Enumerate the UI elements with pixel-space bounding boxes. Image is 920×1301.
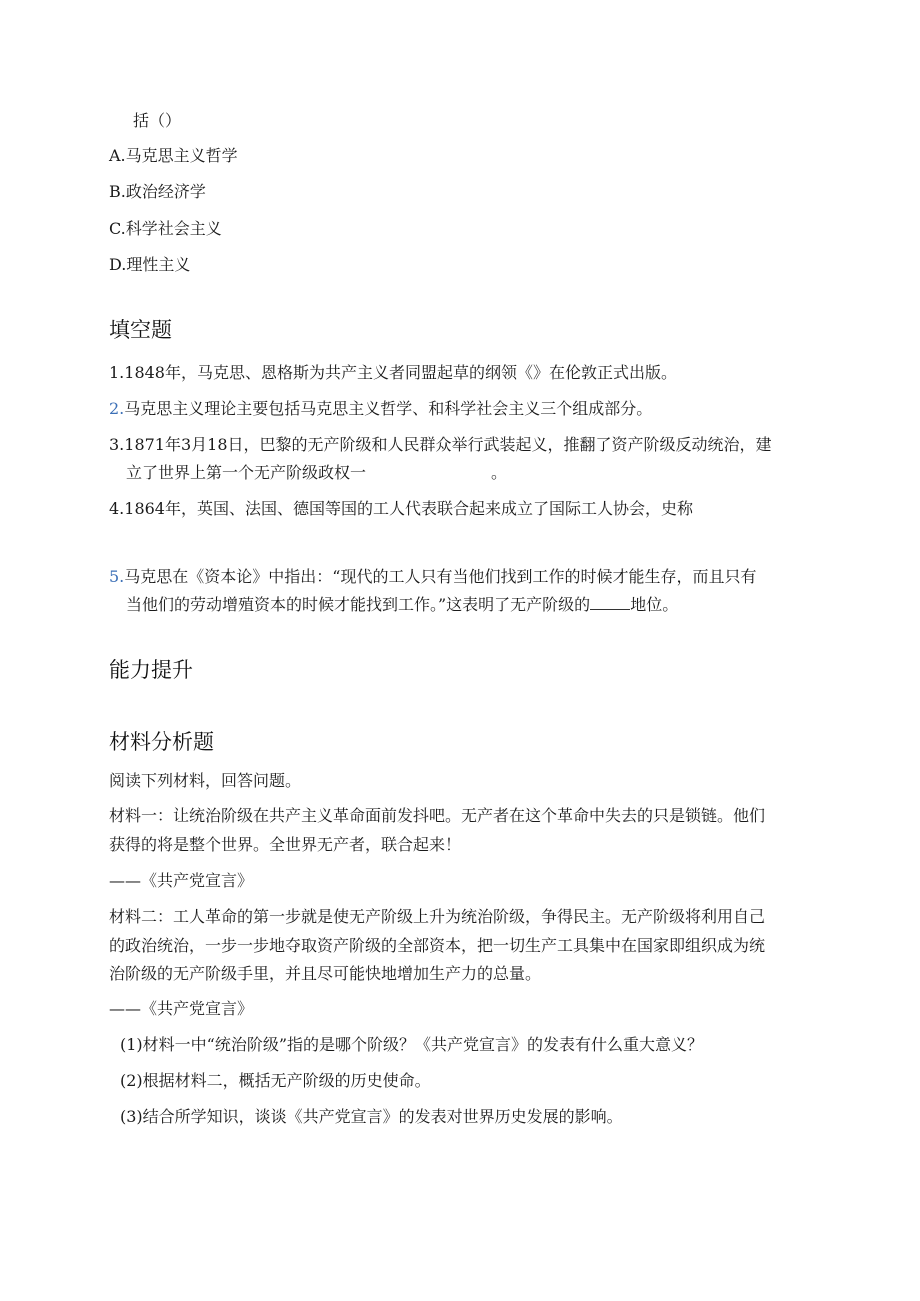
fill-item-5-line2: [126, 595, 678, 615]
section-heading-ability: 能力提升: [109, 658, 193, 682]
item-number: 2.: [109, 399, 125, 418]
item-text: 1848年，马克思、恩格斯为共产主义者同盟起草的纲领《》在伦敦正式出版。: [124, 363, 677, 382]
question-1: (1)材料一中“统治阶级”指的是哪个阶级？《共产党宣言》的发表有什么重大意义？: [120, 1035, 704, 1054]
item-text: 1864年，英国、法国、德国等国的工人代表联合起来成立了国际工人协会，史称: [124, 499, 693, 518]
fill-item-3-line2: [126, 463, 507, 483]
item-text: 1871年3月18日，巴黎的无产阶级和人民群众举行武装起义，推翻了资产阶级反动统治，建: [124, 435, 772, 454]
question-tail: 括（）: [133, 111, 182, 130]
item-text: 马克思主义理论主要包括马克思主义哲学、和科学社会主义三个组成部分。: [124, 399, 653, 418]
fill-item-5: [109, 567, 756, 587]
question-3: (3)结合所学知识，谈谈《共产党宣言》的发表对世界历史发展的影响。: [120, 1107, 623, 1126]
item-text: 地位。: [630, 595, 679, 614]
option-b: B.政治经济学: [109, 182, 206, 201]
material-1-source: ——《共产党宣言》: [109, 871, 254, 890]
fill-item-4: [109, 499, 693, 519]
question-2: (2)根据材料二，概括无产阶级的历史使命。: [120, 1071, 431, 1090]
material-2-source: ——《共产党宣言》: [109, 999, 254, 1018]
material-2-line1: 材料二：工人革命的第一步就是使无产阶级上升为统治阶级，争得民主。无产阶级将利用自己: [109, 907, 766, 926]
fill-item-1: [109, 363, 677, 383]
fill-item-2: [109, 399, 652, 419]
section-heading-fill: 填空题: [109, 318, 172, 342]
material-2-line3: 治阶级的无产阶级手里，并且尽可能快地增加生产力的总量。: [109, 964, 542, 983]
option-d: D.理性主义: [109, 255, 191, 274]
answer-blank: [590, 595, 630, 610]
option-c: C.科学社会主义: [109, 219, 222, 238]
fill-item-3: [109, 435, 772, 455]
item-text: 马克思在《资本论》中指出：“现代的工人只有当他们找到工作的时候才能生存，而且只有: [124, 567, 757, 586]
material-2-line2: 的政治统治，一步一步地夺取资产阶级的全部资本，把一切生产工具集中在国家即组织成为统: [109, 936, 766, 955]
item-number: 5.: [109, 567, 125, 586]
item-number: 3.: [109, 435, 125, 454]
material-1-line2: 获得的将是整个世界。全世界无产者，联合起来！: [109, 835, 462, 854]
item-text: 当他们的劳动增殖资本的时候才能找到工作。”这表明了无产阶级的: [126, 595, 591, 614]
material-1-line1: 材料一：让统治阶级在共产主义革命面前发抖吧。无产者在这个革命中失去的只是锁链。他们: [109, 806, 766, 825]
section-heading-material: 材料分析题: [109, 730, 214, 754]
item-text: 立了世界上第一个无产阶级政权一: [126, 463, 367, 482]
material-intro: 阅读下列材料，回答问题。: [109, 771, 302, 790]
item-number: 4.: [109, 499, 125, 518]
item-number: 1.: [109, 363, 125, 382]
item-text: 。: [491, 463, 508, 482]
option-a: A.马克思主义哲学: [109, 146, 238, 165]
